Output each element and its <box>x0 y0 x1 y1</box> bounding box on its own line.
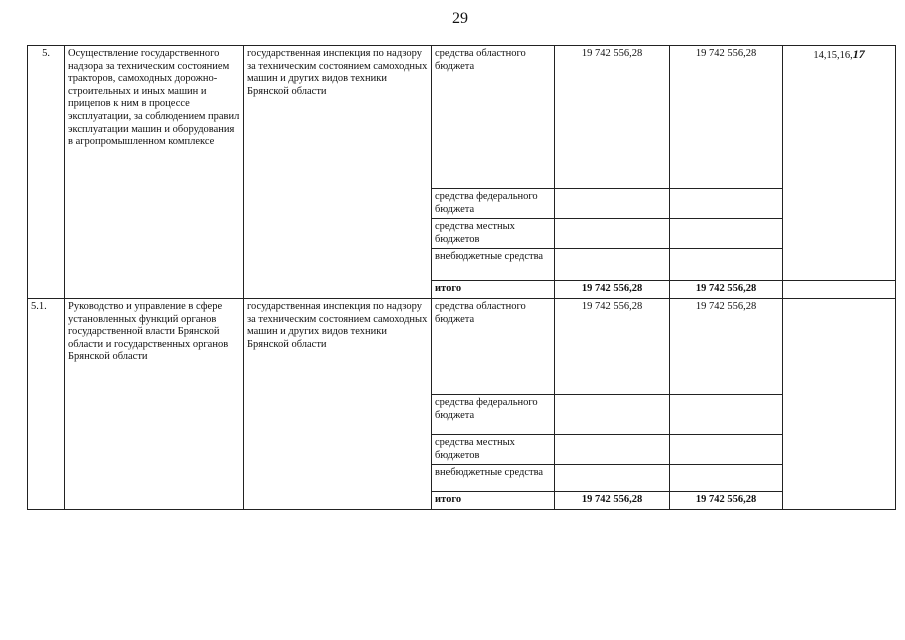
empty-cell <box>783 298 896 509</box>
budget-table <box>27 45 896 510</box>
table-row <box>28 298 896 394</box>
indicator-refs-printed: 14,15,16, <box>813 50 853 61</box>
source-name-total: итого <box>432 492 555 510</box>
page-number: 29 <box>452 10 468 27</box>
amount-cell <box>670 249 783 281</box>
amount-total-cell: 19 742 556,28 <box>555 492 670 510</box>
amount-cell <box>555 434 670 464</box>
source-name: внебюджетные средства <box>432 465 555 492</box>
empty-cell <box>783 281 896 299</box>
amount-total-cell: 19 742 556,28 <box>670 492 783 510</box>
source-name: средства местных бюджетов <box>432 434 555 464</box>
amount-cell: 19 742 556,28 <box>555 46 670 189</box>
indicator-refs-handwritten: 17 <box>852 47 865 61</box>
amount-cell: 19 742 556,28 <box>670 46 783 189</box>
source-name: средства федерального бюджета <box>432 394 555 434</box>
source-name: средства областного бюджета <box>432 298 555 394</box>
event-name: Руководство и управление в сфере установленных функций органов государственной власти Брянской области и государственных органов Брянской области <box>65 298 244 509</box>
table-row <box>28 46 896 189</box>
amount-cell <box>555 219 670 249</box>
amount-cell <box>555 249 670 281</box>
amount-cell <box>555 465 670 492</box>
source-name: средства областного бюджета <box>432 46 555 189</box>
row-index: 5.1. <box>28 298 65 509</box>
amount-cell <box>670 219 783 249</box>
amount-cell <box>555 189 670 219</box>
amount-cell <box>555 394 670 434</box>
source-name: средства федерального бюджета <box>432 189 555 219</box>
amount-cell <box>670 189 783 219</box>
amount-total-cell: 19 742 556,28 <box>670 281 783 299</box>
executor-name: государственная инспекция по надзору за техническим состоянием самоходных машин и других видов техники Брянской области <box>244 46 432 299</box>
indicator-refs <box>783 46 896 281</box>
source-name: средства местных бюджетов <box>432 219 555 249</box>
amount-cell <box>670 434 783 464</box>
amount-cell <box>670 394 783 434</box>
amount-cell: 19 742 556,28 <box>670 298 783 394</box>
amount-cell <box>670 465 783 492</box>
row-index: 5. <box>28 46 65 299</box>
source-name: внебюджетные средства <box>432 249 555 281</box>
amount-total-cell: 19 742 556,28 <box>555 281 670 299</box>
source-name-total: итого <box>432 281 555 299</box>
executor-name: государственная инспекция по надзору за техническим состоянием самоходных машин и других видов техники Брянской области <box>244 298 432 509</box>
event-name: Осуществление государственного надзора за техническим состоянием тракторов, самоходных дорожно-строительных и иных машин и прицепов к ним в процессе эксплуатации, за соблюдением правил эксплуатации машин и оборудования в агропромышленном комплексе <box>65 46 244 299</box>
amount-cell: 19 742 556,28 <box>555 298 670 394</box>
